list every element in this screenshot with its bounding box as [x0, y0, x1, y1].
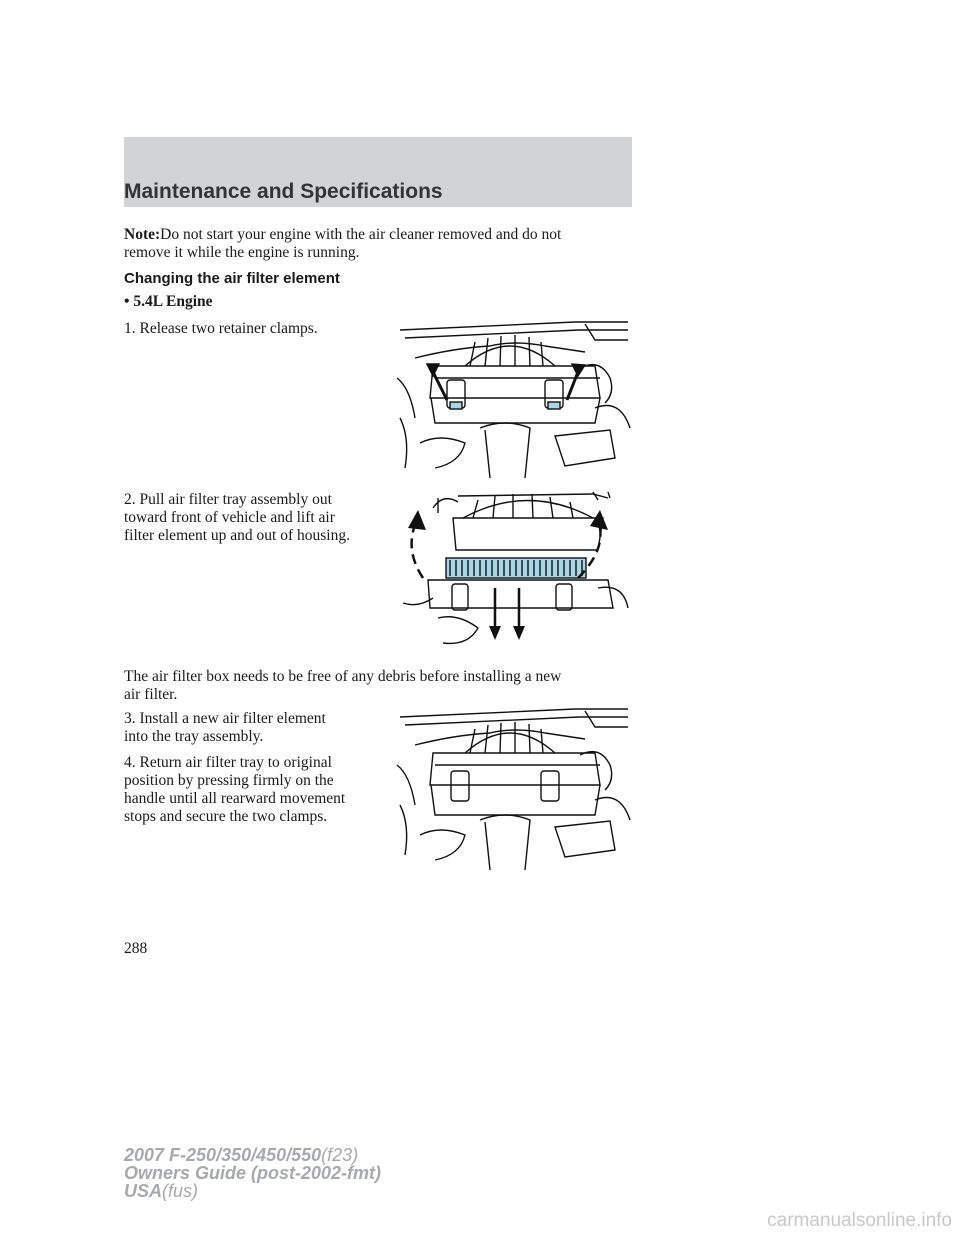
note-line-2: remove it while the engine is running.	[124, 244, 360, 261]
debris-paragraph	[124, 668, 561, 704]
note-label: Note:	[124, 226, 161, 243]
step-4-line-3: handle until all rearward movement	[124, 790, 346, 807]
footer-guide: Owners Guide (post-2002-fmt)	[124, 1163, 382, 1183]
step-3	[124, 710, 326, 746]
step-2-line-1: 2. Pull air filter tray assembly out	[124, 491, 332, 508]
step-4-line-2: position by pressing firmly on the	[124, 772, 334, 789]
debris-line-2: air filter.	[124, 686, 178, 703]
step-4-line-1: 4. Return air filter tray to original	[124, 754, 332, 771]
footer-region-code: (fus)	[162, 1181, 199, 1201]
footer-region-name: USA	[124, 1181, 163, 1201]
pull-tray-illustration	[398, 488, 633, 648]
bullet-glyph: •	[124, 293, 130, 310]
section-heading: Changing the air filter element	[124, 270, 340, 287]
footer-model-code: (f23)	[321, 1145, 359, 1165]
release-clamps-illustration	[395, 318, 633, 478]
note-paragraph	[124, 226, 561, 262]
engine-label: 5.4L Engine	[133, 293, 213, 310]
install-filter-illustration	[395, 705, 633, 870]
engine-bullet	[124, 293, 213, 311]
footer-model-name: 2007 F-250/350/450/550	[124, 1145, 322, 1165]
step-2-line-2: toward front of vehicle and lift air	[124, 509, 335, 526]
footer-model	[124, 1146, 358, 1164]
page-title: Maintenance and Specifications	[124, 180, 443, 203]
step-3-line-2: into the tray assembly.	[124, 728, 264, 745]
note-line-1: Do not start your engine with the air cleaner removed and do not	[160, 226, 562, 243]
debris-line-1: The air filter box needs to be free of any debris before installing a new	[124, 668, 562, 685]
step-4	[124, 754, 345, 826]
step-2-line-3: filter element up and out of housing.	[124, 527, 350, 544]
footer-region	[124, 1182, 198, 1200]
watermark: carmanualsonline.info	[767, 1210, 952, 1231]
step-4-line-4: stops and secure the two clamps.	[124, 808, 328, 825]
step-3-line-1: 3. Install a new air filter element	[124, 710, 326, 727]
step-2	[124, 491, 350, 545]
step-1: 1. Release two retainer clamps.	[124, 320, 318, 337]
page-number: 288	[124, 940, 148, 957]
